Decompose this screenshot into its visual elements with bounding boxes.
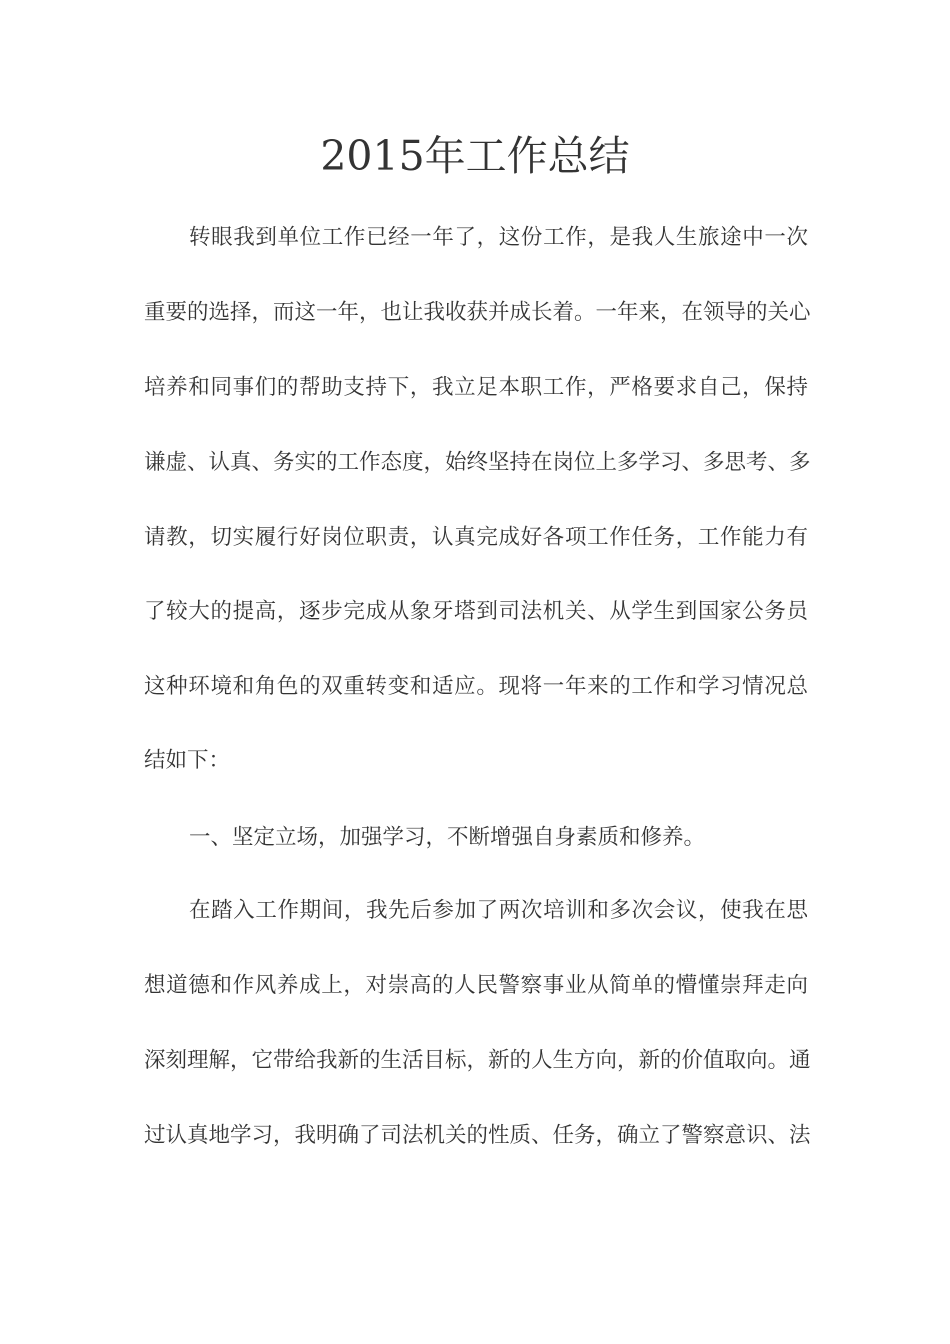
document-title: 2015年工作总结 [320,132,630,180]
paragraph-line: 培养和同事们的帮助支持下，我立足本职工作，严格要求自己，保持 [144,375,808,400]
paragraph-line: 在踏入工作期间，我先后参加了两次培训和多次会议，使我在思 [189,898,808,923]
paragraph-line: 重要的选择，而这一年，也让我收获并成长着。一年来，在领导的关心 [144,300,811,325]
paragraph-line: 谦虚、认真、务实的工作态度，始终坚持在岗位上多学习、多思考、多 [144,450,811,475]
paragraph-line: 结如下： [144,748,231,773]
paragraph-line: 转眼我到单位工作已经一年了，这份工作，是我人生旅途中一次 [189,225,808,250]
paragraph-line: 过认真地学习，我明确了司法机关的性质、任务，确立了警察意识、法 [144,1123,811,1148]
paragraph-line: 这种环境和角色的双重转变和适应。现将一年来的工作和学习情况总 [144,674,808,699]
paragraph-line: 请教，切实履行好岗位职责，认真完成好各项工作任务，工作能力有 [144,525,808,550]
paragraph-line: 想道德和作风养成上，对崇高的人民警察事业从简单的懵懂崇拜走向 [144,973,808,998]
paragraph-line: 深刻理解，它带给我新的生活目标，新的人生方向，新的价值取向。通 [144,1048,811,1073]
section-heading: 一、坚定立场，加强学习，不断增强自身素质和修养。 [189,825,706,850]
paragraph-line: 了较大的提高，逐步完成从象牙塔到司法机关、从学生到国家公务员 [144,599,808,624]
